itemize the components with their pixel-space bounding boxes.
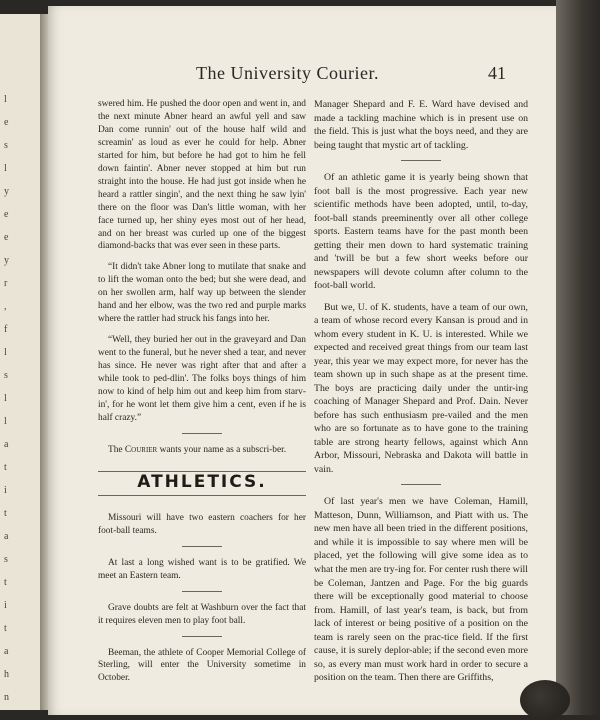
- page: [48, 6, 556, 715]
- facing-page-letter: r: [4, 278, 8, 289]
- facing-page-letter: y: [4, 255, 9, 266]
- athletics-item: Beeman, the athlete of Cooper Memorial College of Sterling, will enter the University sometime in October.: [98, 647, 306, 684]
- facing-page-letter: l: [4, 416, 7, 427]
- section-divider: [182, 433, 222, 434]
- courier-word: Courier: [124, 444, 158, 455]
- athletics-item: Grave doubts are felt at Washburn over the fact that it requires eleven men to play foot ball.: [98, 602, 306, 626]
- facing-page-letter: e: [4, 209, 9, 220]
- article-paragraph: Of an athletic game it is yearly being shown that foot ball is the most progressive. Each year new scientific methods have been adopted, until, to-day, foot-ball stands preeminently over all other college sports. Eastern teams have for the past month been getting their men down to hard systematic training and 'twill be but a few short weeks before our newspapers will devote column after column to the foot-ball world.: [314, 172, 528, 292]
- facing-page-letter: t: [4, 508, 7, 519]
- article-paragraph: Of last year's men we have Coleman, Hamill, Matteson, Dunn, Williamson, and Piatt with us. The new men have all been tried in the different positions, and while it is impossible to say where men will be placed, yet the following will give some idea as to what the men are try-ing for. For center rush there will be Coleman, Jantzen and Page. For the big guards there will be exceptionally good material to choose from. Hamill, of last year's team, is back, but from lack of interest or being positive of a position on the team is rarely seen on the prac-tice field. If the first cause, it is surely deplor-able; if the second even more so, as every man must work hard in order to secure a position on the team. Then there are Griffiths,: [314, 496, 528, 684]
- article-paragraph: But we, U. of K. students, have a team of our own, a team of whose record every Kansan is proud and in whom every student in K. U. is interested. While we expected and received great things from our team last year, this year we may expect more, for never has the team shown up in such shape as at the present time. The boys are practicing daily under the untir-ing coaching of Manager Shepard and Prof. Dain. Never before has such enthusiasm pre-vailed and the men who are so fortunate as to have gone to the training table are strong hearty fellows, against which Ann Arbor, Missouri, Nebraska and Dakota will battle in vain.: [314, 301, 528, 475]
- item-divider: [401, 484, 441, 485]
- facing-page-letter: t: [4, 577, 7, 588]
- facing-page-letter: n: [4, 692, 9, 703]
- facing-page-letter: a: [4, 646, 9, 657]
- subscribe-after: wants your name as a subscri-ber.: [157, 444, 287, 455]
- subscribe-notice: [98, 444, 306, 457]
- book-page-stack: [556, 0, 600, 715]
- facing-page-edge: [0, 14, 41, 710]
- facing-page-letter: l: [4, 393, 7, 404]
- item-divider: [182, 591, 222, 592]
- item-divider: [182, 636, 222, 637]
- page-number: 41: [488, 63, 506, 83]
- story-paragraph: swered him. He pushed the door open and went in, and the next minute Abner heard an awful yell and saw Dan come runnin' out of the house half wild and screamin' as loud as ever he could for help. Abner started for him, but before he had got to him he fell down faintin'. Abner never stopped at him but run straight into the house. He had just got inside when he heard a rattler singin', and the next thing he saw lyin' there on the floor was Dan's little woman, with her face turned up, her shiny eyes most out of her head, and on her breast was curled up one of the biggest diamond-backs that was ever seen in these parts.: [98, 99, 306, 252]
- article-paragraph: Manager Shepard and F. E. Ward have devised and made a tackling machine which is in present use on the field. This is just what the boys need, and they are being taught that mystic art of tackling.: [314, 99, 528, 151]
- athletics-item: At last a long wished want is to be gratified. We meet an Eastern team.: [98, 557, 306, 581]
- athletics-heading-text: ATHLETICS.: [137, 471, 267, 492]
- left-column: [98, 98, 306, 693]
- page-title: The University Courier.: [196, 63, 379, 83]
- athletics-item: Missouri will have two eastern coachers for her foot-ball teams.: [98, 512, 306, 536]
- facing-page-letter: e: [4, 232, 9, 243]
- facing-page-letter: l: [4, 347, 7, 358]
- facing-page-letter: ,: [4, 301, 7, 312]
- facing-page-letter: y: [4, 186, 9, 197]
- facing-page-letter: e: [4, 117, 9, 128]
- story-paragraph: “Well, they buried her out in the graveyard and Dan went to the funeral, but he never shed a tear, and never has since. He never was right after that and after a while took to ped-dlin'. The folks boys things of him now to kind of help him out and keep him from starv-in', for he wont let them give him a cent, even if he is half crazy.”: [98, 335, 306, 423]
- item-divider: [401, 160, 441, 161]
- item-divider: [182, 546, 222, 547]
- facing-page-letter: h: [4, 669, 9, 680]
- thumb-shadow: [520, 680, 570, 720]
- facing-page-letter: s: [4, 554, 8, 565]
- facing-page-letter: l: [4, 94, 7, 105]
- athletics-heading: [98, 471, 306, 496]
- facing-page-letter: t: [4, 462, 7, 473]
- facing-page-letter: s: [4, 370, 8, 381]
- running-header: [48, 63, 556, 89]
- facing-page-letter: s: [4, 140, 8, 151]
- facing-page-letter: i: [4, 485, 7, 496]
- facing-page-letter: l: [4, 163, 7, 174]
- facing-page-letter: f: [4, 324, 8, 335]
- facing-page-letter: i: [4, 600, 7, 611]
- right-column: [314, 98, 528, 693]
- facing-page-letter: t: [4, 623, 7, 634]
- facing-page-letter: a: [4, 439, 9, 450]
- subscribe-before: The: [108, 444, 125, 455]
- facing-page-letter: a: [4, 531, 9, 542]
- story-paragraph: “It didn't take Abner long to mutilate that snake and to lift the woman onto the bed; but she were dead, and on her swollen arm, half way up between the slender hand and her elbow, was the two red and purple marks where the rattler had struck his fangs into her.: [98, 262, 306, 325]
